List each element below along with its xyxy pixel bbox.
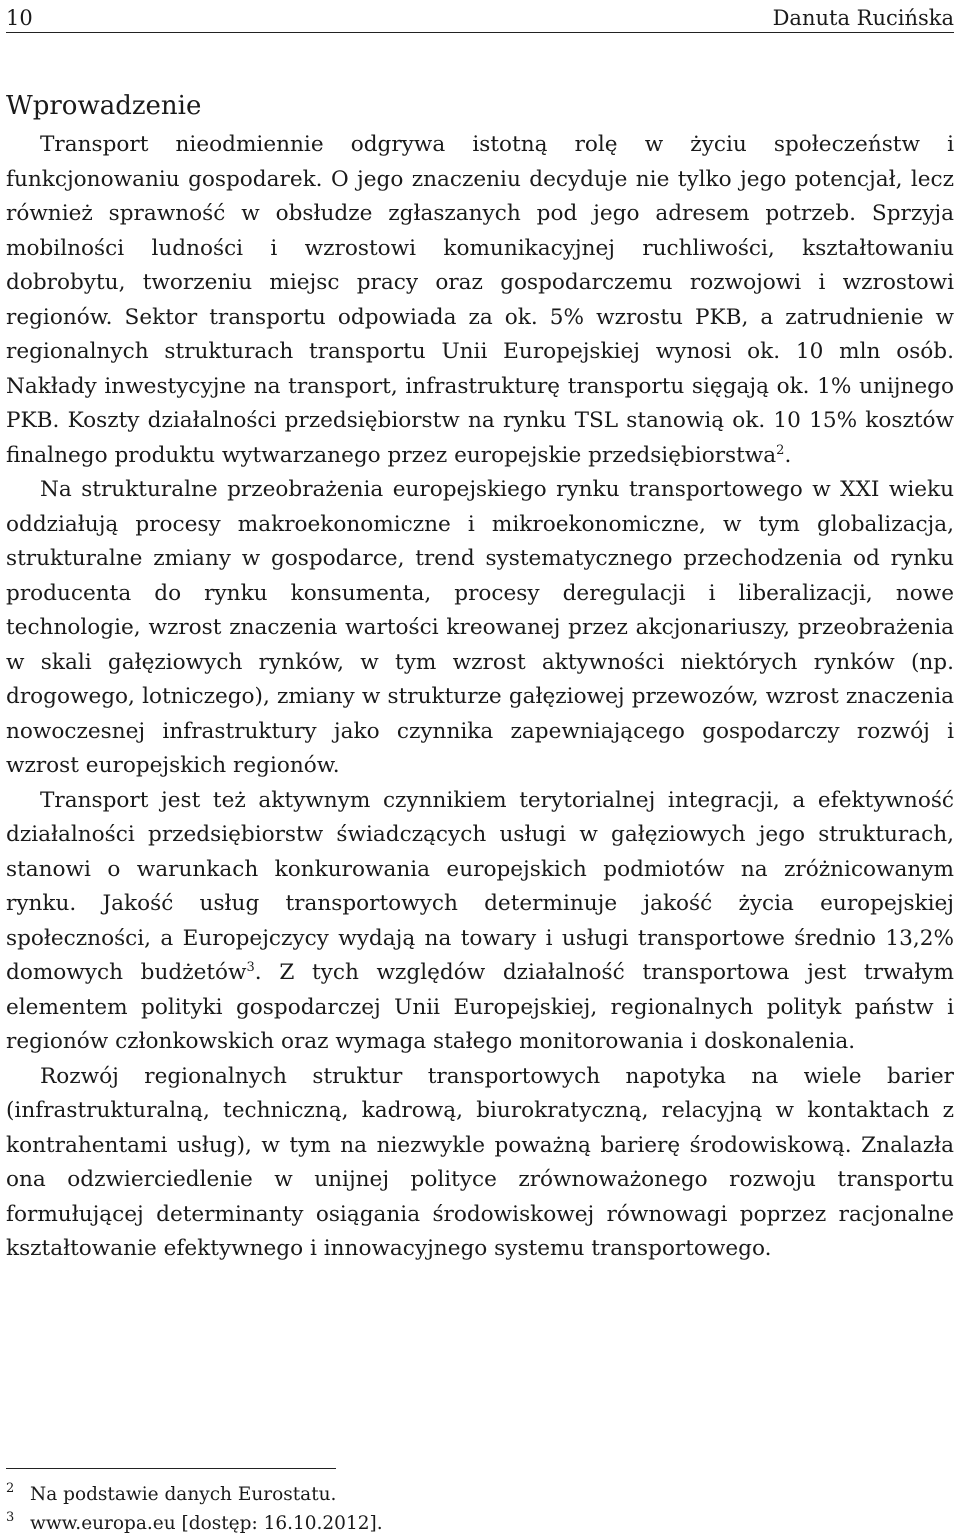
section-title: Wprowadzenie xyxy=(6,91,202,121)
footnote-divider xyxy=(6,1468,336,1469)
footnote-text: www.europa.eu [dostęp: 16.10.2012]. xyxy=(30,1513,383,1534)
paragraph-1 xyxy=(6,128,954,473)
footnote-number: 2 xyxy=(6,1481,15,1496)
paragraph-4-text: Rozwój regionalnych struktur transportowych napotyka na wiele barier (infrastrukturalną, techniczną, kadrową, biurokratyczną, relacyjną w kontaktach z kontrahentami usług), w tym na niezwykle poważną barierę środowiskową. Znalazła ona odzwierciedlenie w unijnej polityce zrównoważonego rozwoju transportu formułującej determinanty osiągania środowiskowej równowagi poprzez racjonalne kształtowanie efektywnego i innowacyjnego systemu transportowego. xyxy=(6,1063,954,1261)
paragraph-3-end: . Z tych względów działalność transportowa jest trwałym elementem polityki gospodarczej Unii Europejskiej, regionalnych polityk państw i regionów członkowskich oraz wymaga stałego monitorowania i doskonalenia. xyxy=(6,960,954,1054)
paragraph-3-text: Transport jest też aktywnym czynnikiem terytorialnej integracji, a efektywność działalności przedsiębiorstw świadczących usługi w gałęziowych jego strukturach, stanowi o warunkach konkurowania europejskich podmiotów na zróżnicowanym rynku. Jakość usług transportowych determinuje jakość życia europejskiej społeczności, a Europejczycy wydają na towary i usługi transportowe średnio 13,2% domowych budżetów xyxy=(6,787,954,985)
paragraph-1-end: . xyxy=(784,442,792,468)
footnote xyxy=(6,1480,954,1509)
paragraph-1-text: Transport nieodmiennie odgrywa istotną rolę w życiu społeczeństw i funkcjonowaniu gospodarek. O jego znaczeniu decyduje nie tylko jego potencjał, lecz również sprawność w obsłudze zgłaszanych pod jego adresem potrzeb. Sprzyja mobilności ludności i wzrostowi komunikacyjnej ruchliwości, kształtowaniu dobrobytu, tworzeniu miejsc pracy oraz gospodarczemu rozwojowi i wzrostowi regionów. Sektor transportu odpowiada za ok. 5% wzrostu PKB, a zatrudnienie w regionalnych strukturach transportu Unii Europejskiej wynosi ok. 10 mln osób. Nakłady inwestycyjne na transport, infrastrukturę transportu sięgają ok. 1% unijnego PKB. Koszty działalności przedsiębiorstw na rynku TSL stanowią ok. 10 15% kosztów finalnego produktu wytwarzanego przez europejskie przedsiębiorstwa xyxy=(6,132,954,468)
running-header xyxy=(6,4,954,33)
paragraph-4 xyxy=(6,1060,954,1267)
footnote-text: Na podstawie danych Eurostatu. xyxy=(30,1484,337,1505)
footnotes xyxy=(6,1480,954,1538)
running-author: Danuta Rucińska xyxy=(772,6,954,30)
paragraph-2-text: Na strukturalne przeobrażenia europejskiego rynku transportowego w XXI wieku oddziałują procesy makroekonomiczne i mikroekonomiczne, w tym globalizacja, strukturalne zmiany w gospodarce, trend systematycznego przechodzenia od rynku producenta do rynku konsumenta, procesy deregulacji i liberalizacji, nowe technologie, wzrost znaczenia wartości kreowanej przez akcjonariuszy, przeobrażenia w skali gałęziowych rynków, w tym wzrost aktywności niektórych rynków (np. drogowego, lotniczego), zmiany w strukturze gałęziowej przewozów, wzrost znaczenia nowoczesnej infrastruktury jako czynnika zapewniającego gospodarczy rozwój i wzrost europejskich regionów. xyxy=(6,477,954,778)
paragraph-2 xyxy=(6,473,954,784)
footnote xyxy=(6,1509,954,1538)
paragraph-3 xyxy=(6,784,954,1060)
page-number: 10 xyxy=(6,6,33,30)
footnote-ref-2: 2 xyxy=(776,442,785,458)
footnote-number: 3 xyxy=(6,1510,15,1525)
footnote-ref-3: 3 xyxy=(246,959,255,975)
body-text xyxy=(6,128,954,1267)
